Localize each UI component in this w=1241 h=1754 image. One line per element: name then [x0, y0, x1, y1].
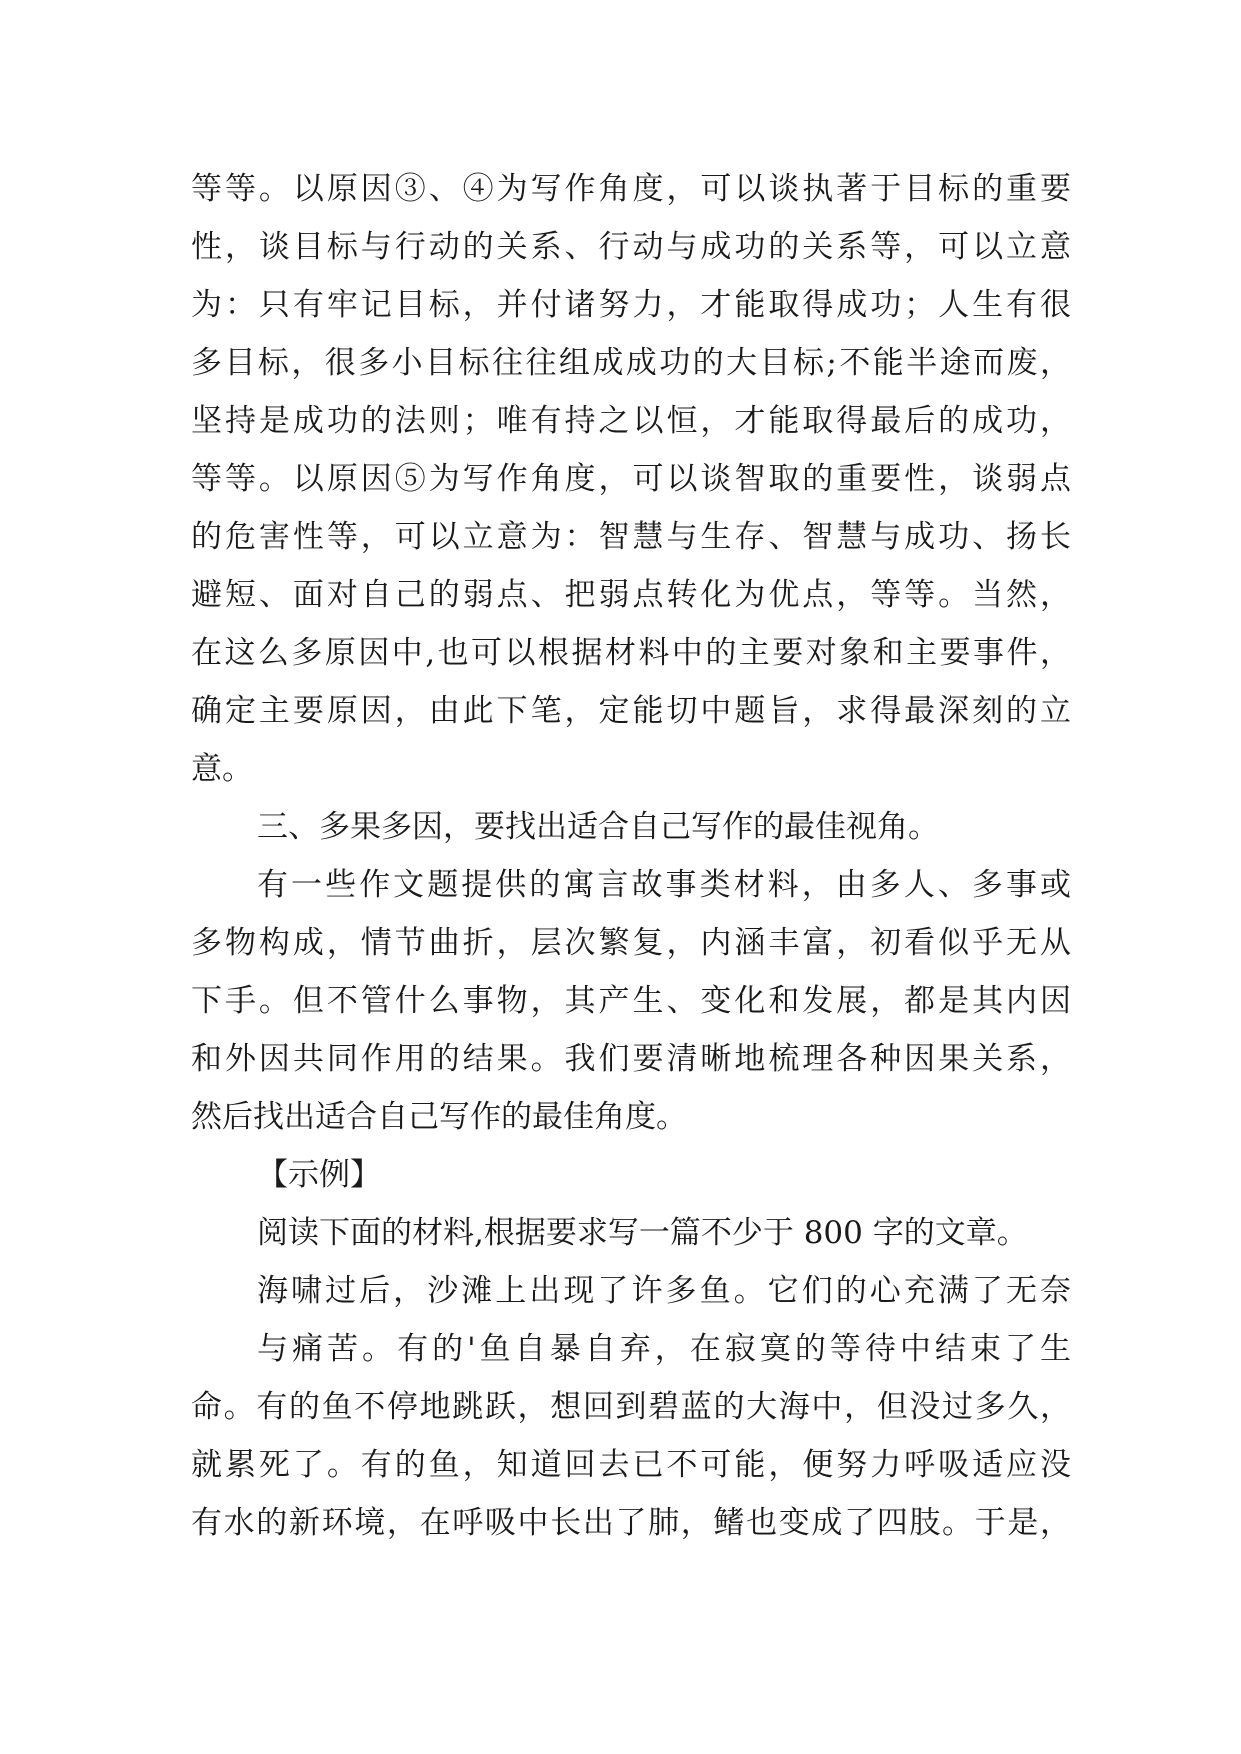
text-line: 就累死了。有的鱼，知道回去已不可能，便努力呼吸适应没 [191, 1447, 1071, 1483]
text-line: 等等。以原因⑤为写作角度，可以谈智取的重要性，谈弱点 [191, 461, 1071, 497]
text-line: 有一些作文题提供的寓言故事类材料，由多人、多事或 [257, 867, 1071, 903]
text-line: 【示例】 [257, 1157, 381, 1193]
text-line: 有水的新环境，在呼吸中长出了肺，鳍也变成了四肢。于是， [191, 1505, 1071, 1541]
text-line: 阅读下面的材料,根据要求写一篇不少于 800 字的文章。 [257, 1215, 1028, 1251]
text-line: 确定主要原因，由此下笔，定能切中题旨，求得最深刻的立 [191, 693, 1071, 729]
text-line: 多目标，很多小目标往往组成成功的大目标;不能半途而废， [191, 345, 1071, 381]
text-line: 命。有的鱼不停地跳跃，想回到碧蓝的大海中，但没过多久， [191, 1389, 1071, 1425]
text-line: 在这么多原因中,也可以根据材料中的主要对象和主要事件， [191, 635, 1071, 671]
text-line: 三、多果多因，要找出适合自己写作的最佳视角。 [257, 809, 939, 845]
text-line: 等等。以原因③、④为写作角度，可以谈执著于目标的重要 [191, 171, 1071, 207]
document-body [191, 160, 1071, 1552]
text-line: 避短、面对自己的弱点、把弱点转化为优点，等等。当然， [191, 577, 1071, 613]
text-line: 海啸过后，沙滩上出现了许多鱼。它们的心充满了无奈 [257, 1273, 1071, 1309]
text-line: 然后找出适合自己写作的最佳角度。 [191, 1099, 687, 1135]
text-line: 坚持是成功的法则；唯有持之以恒，才能取得最后的成功， [191, 403, 1071, 439]
text-line: 性，谈目标与行动的关系、行动与成功的关系等，可以立意 [191, 229, 1071, 265]
text-line: 的危害性等，可以立意为：智慧与生存、智慧与成功、扬长 [191, 519, 1071, 555]
text-line: 与痛苦。有的'鱼自暴自弃，在寂寞的等待中结束了生 [257, 1331, 1071, 1367]
text-line: 为：只有牢记目标，并付诸努力，才能取得成功；人生有很 [191, 287, 1071, 323]
text-line: 意。 [191, 751, 253, 787]
text-line: 多物构成，情节曲折，层次繁复，内涵丰富，初看似乎无从 [191, 925, 1071, 961]
text-line: 和外因共同作用的结果。我们要清晰地梳理各种因果关系， [191, 1041, 1071, 1077]
text-line: 下手。但不管什么事物，其产生、变化和发展，都是其内因 [191, 983, 1071, 1019]
